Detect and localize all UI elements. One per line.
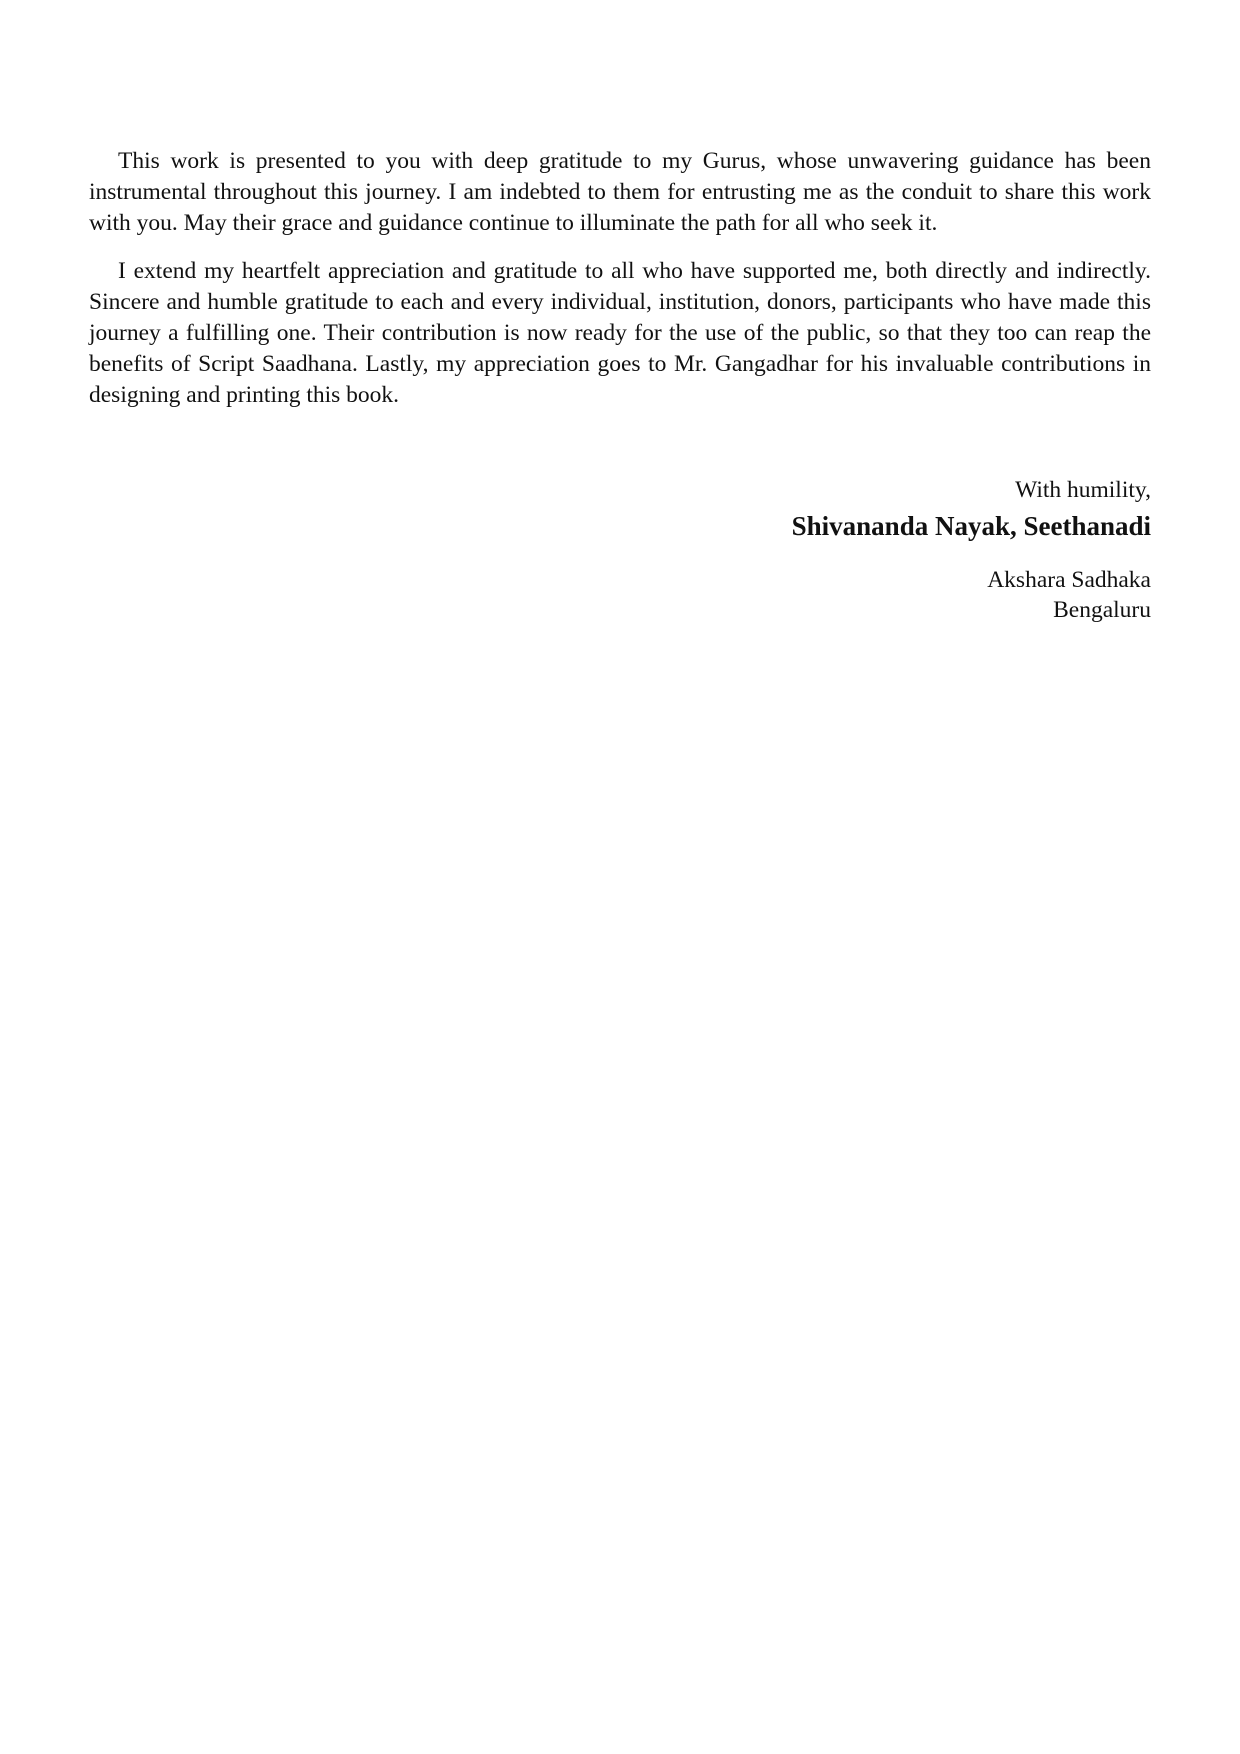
- signature-title: Akshara Sadhaka: [987, 567, 1151, 593]
- signature-name: Shivananda Nayak, Seethanadi: [791, 511, 1151, 541]
- signature-closing: With humility,: [1015, 477, 1151, 503]
- page-content: [89, 146, 1151, 625]
- paragraph-gratitude-gurus: This work is presented to you with deep gratitude to my Gurus, whose unwavering guidance has been instrumental throughout this journey. I am indebted to them for entrusting me as the conduit to share this work with you. May their grace and guidance continue to illuminate the path for all who seek it.: [89, 148, 1151, 236]
- signature-block: [89, 475, 1151, 625]
- paragraph-appreciation: I extend my heartfelt appreciation and gratitude to all who have supported me, both directly and indirectly. Sincere and humble gratitude to each and every individual, institution, donors, participants who have made this journey a fulfilling one. Their contribution is now ready for the use of the public, so that they too can reap the benefits of Script Saadhana. Lastly, my appreciation goes to Mr. Gangadhar for his invaluable contributions in designing and printing this book.: [89, 258, 1151, 408]
- signature-city: Bengaluru: [1053, 597, 1151, 623]
